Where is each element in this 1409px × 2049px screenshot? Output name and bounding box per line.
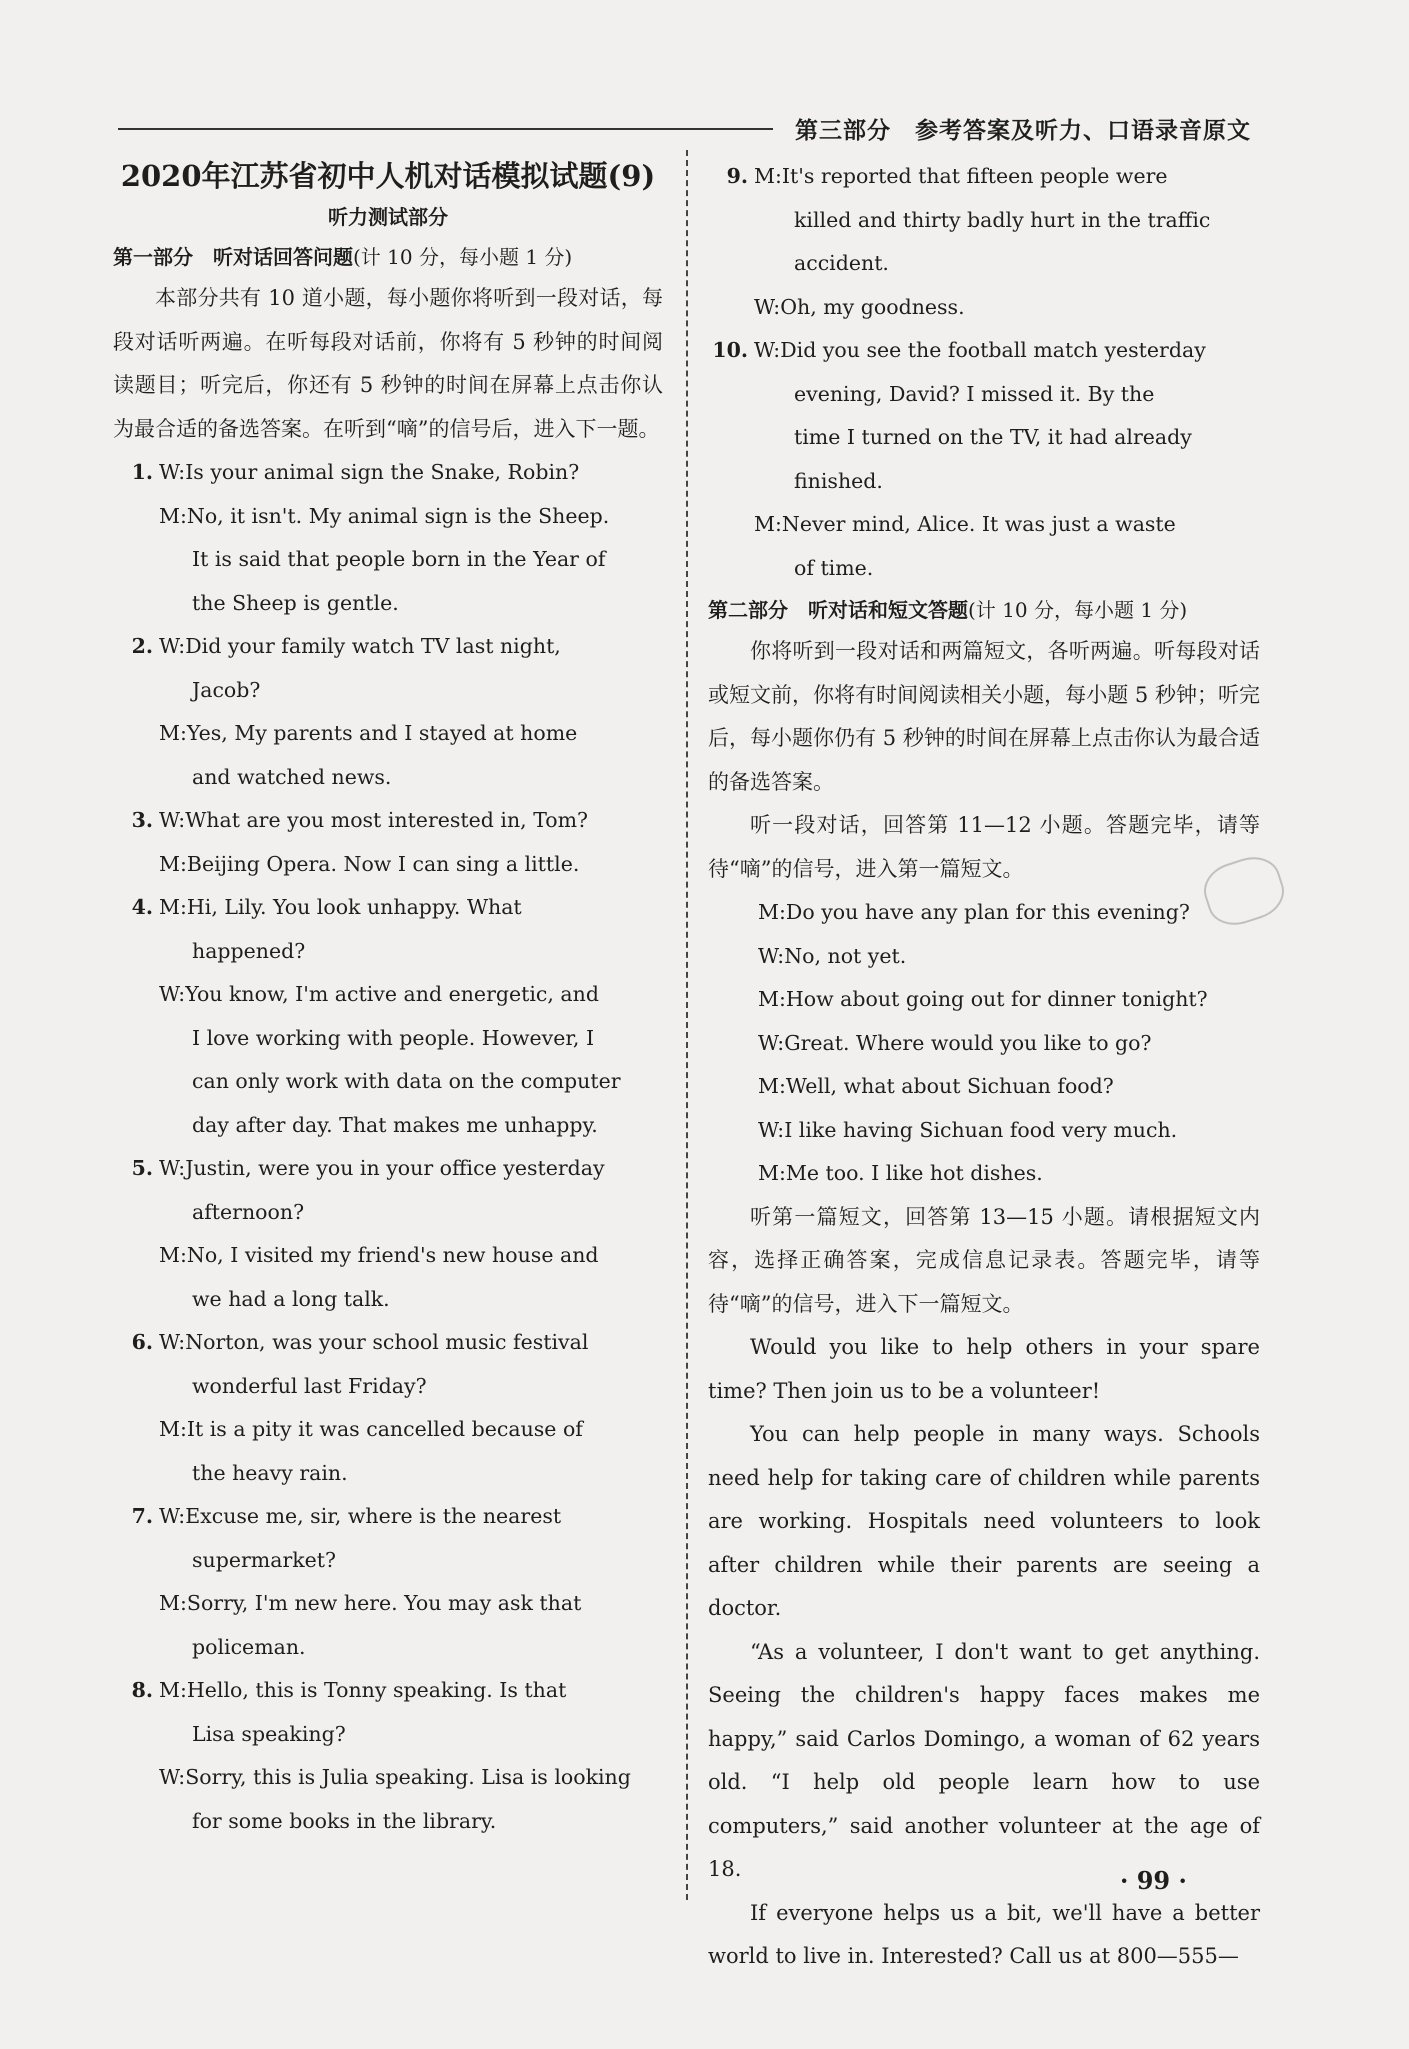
question-item [113,886,663,1147]
section2-note: (计 10 分，每小题 1 分) [968,598,1188,622]
section1-instructions: 本部分共有 10 道小题，每小题你将听到一段对话，每段对话听两遍。在听每段对话前，你将有 5 秒钟的时间阅读题目；听完后，你还有 5 秒钟的时间在屏幕上点击你认为最合适的备选答案。在听到“嘀”的信号后，进入下一题。 [113,286,663,441]
dialogue-transcript [708,891,1260,1196]
right-column [708,155,1260,1979]
dialogue-line: M:Me too. I like hot dishes. [758,1161,1043,1185]
question-number: 4. [131,895,153,919]
dialogue-line: for some books in the library. [192,1808,497,1833]
dialogue-line: W:Did you see the football match yesterday [754,338,1206,362]
question-number: 6. [131,1330,153,1354]
dialogue-line: M:Well, what about Sichuan food? [758,1074,1114,1098]
dialogue-line: W:Is your animal sign the Snake, Robin? [159,460,580,484]
dialogue-line: M:No, I visited my friend's new house and [159,1243,599,1267]
section2-heading [708,590,1260,630]
question-dialogue [159,1321,663,1495]
left-question-list [113,451,663,1843]
dialogue-line: killed and thirty badly hurt in the traffic [794,207,1211,232]
dialogue-line: finished. [794,468,883,493]
column-divider [686,150,688,1900]
dialogue-line: M:Beijing Opera. Now I can sing a little. [159,851,580,876]
dialogue-line: W:I like having Sichuan food very much. [758,1117,1178,1142]
dialogue-line: M:It is a pity it was cancelled because of [159,1417,583,1441]
dialogue-line: It is said that people born in the Year of [192,547,606,571]
section1-heading [113,237,663,277]
question-number: 2. [131,634,153,658]
dialogue-line: M:Do you have any plan for this evening? [758,900,1190,924]
dialogue-line: W:No, not yet. [758,943,907,968]
dialogue-line: evening, David? I missed it. By the [794,381,1155,406]
dialogue-line: W:Oh, my goodness. [754,294,965,319]
question-dialogue [159,1495,663,1669]
passage-paragraph: Would you like to help others in your spare time? Then join us to be a volunteer! [708,1335,1260,1403]
question-item [113,799,663,886]
dialogue-line: afternoon? [192,1199,305,1224]
question-dialogue [159,1669,663,1843]
dialogue-line: M:No, it isn't. My animal sign is the Sheep. [159,503,610,528]
dialogue-line: I love working with people. However, I [192,1025,595,1050]
question-number: 9. [726,164,748,188]
dialogue-line: the heavy rain. [192,1460,348,1485]
passage-paragraph: “As a volunteer, I don't want to get anything. Seeing the children's happy faces makes me happy,” said Carlos Domingo, a woman of 62 years old. “I help old people learn how to use computers,” said another volunteer at the age of 18. [708,1639,1260,1881]
dialogue-line: M:How about going out for dinner tonight? [758,987,1208,1011]
dialogue-line: accident. [794,251,889,275]
passage-instructions: 听第一篇短文，回答第 13—15 小题。请根据短文内容，选择正确答案，完成信息记录表。答题完毕，请等待“嘀”的信号，进入下一篇短文。 [708,1204,1260,1316]
question-item [113,451,663,625]
question-item [113,625,663,799]
dialogue-line: wonderful last Friday? [192,1373,427,1398]
running-header: 第三部分 参考答案及听力、口语录音原文 [795,118,1251,144]
page-title: 2020年江苏省初中人机对话模拟试题(9) [120,159,656,193]
dialogue-line: W:What are you most interested in, Tom? [159,808,589,832]
question-dialogue [159,1147,663,1321]
left-column [113,155,663,1843]
question-item [113,1669,663,1843]
page-number: · 99 · [1120,1866,1187,1895]
dialogue-line: supermarket? [192,1547,337,1572]
question-dialogue [754,329,1260,590]
section2-title: 第二部分 听对话和短文答题 [708,598,968,622]
dialogue-line: W:Did your family watch TV last night, [159,634,561,658]
section2-instructions: 你将听到一段对话和两篇短文，各听两遍。听每段对话或短文前，你将有时间阅读相关小题，每小题 5 秒钟；听完后，每小题你仍有 5 秒钟的时间在屏幕上点击你认为最合适的备选答案。 [708,639,1260,794]
dialogue-line: and watched news. [192,764,392,789]
header-rule [118,128,773,130]
dialogue-line: of time. [794,555,874,580]
question-item [113,1321,663,1495]
dialogue-line: Lisa speaking? [192,1721,346,1746]
passage-paragraph: If everyone helps us a bit, we'll have a better world to live in. Interested? Call us at 800—555— [708,1900,1260,1968]
question-dialogue [754,155,1260,329]
question-number: 8. [131,1678,153,1702]
dialogue-line: W:You know, I'm active and energetic, and [159,982,599,1006]
question-number: 1. [131,460,153,484]
dialogue-line: Jacob? [192,677,261,702]
question-dialogue [159,799,663,886]
dialogue-line: M:Hello, this is Tonny speaking. Is that [159,1678,567,1702]
question-dialogue [159,886,663,1147]
dialogue-line: day after day. That makes me unhappy. [192,1112,598,1137]
right-question-list [708,155,1260,590]
dialogue-line: M:Sorry, I'm new here. You may ask that [159,1591,582,1615]
dialogue-line: M:Never mind, Alice. It was just a waste [754,512,1176,536]
question-item [113,1495,663,1669]
dialogue-line: time I turned on the TV, it had already [794,425,1192,449]
dialogue-instructions: 听一段对话，回答第 11—12 小题。答题完毕，请等待“嘀”的信号，进入第一篇短文。 [708,813,1260,881]
question-item [113,1147,663,1321]
question-item [708,329,1260,590]
dialogue-line: can only work with data on the computer [192,1069,621,1093]
question-item [708,155,1260,329]
dialogue-line: we had a long talk. [192,1286,390,1311]
question-dialogue [159,625,663,799]
dialogue-line: M:It's reported that fifteen people were [754,164,1168,188]
dialogue-line: W:Great. Where would you like to go? [758,1030,1152,1055]
section-subtitle: 听力测试部分 [328,205,448,229]
question-number: 3. [131,808,153,832]
dialogue-line: policeman. [192,1634,306,1659]
dialogue-line: W:Norton, was your school music festival [159,1330,589,1354]
question-number: 5. [131,1156,153,1180]
dialogue-line: M:Yes, My parents and I stayed at home [159,721,578,745]
section1-note: (计 10 分，每小题 1 分) [353,245,573,269]
dialogue-line: the Sheep is gentle. [192,590,399,615]
section1-title: 第一部分 听对话回答问题 [113,245,353,269]
passage-paragraph: You can help people in many ways. Schools need help for taking care of children while parents are working. Hospitals need volunteers to look after children while their parents are seeing a doctor. [708,1422,1260,1620]
dialogue-line: W:Justin, were you in your office yesterday [159,1156,605,1180]
question-number: 10. [712,338,748,362]
dialogue-line: W:Sorry, this is Julia speaking. Lisa is looking [159,1765,631,1789]
dialogue-line: M:Hi, Lily. You look unhappy. What [159,895,522,919]
dialogue-line: happened? [192,938,306,963]
question-dialogue [159,451,663,625]
question-number: 7. [131,1504,153,1528]
dialogue-line: W:Excuse me, sir, where is the nearest [159,1504,562,1528]
